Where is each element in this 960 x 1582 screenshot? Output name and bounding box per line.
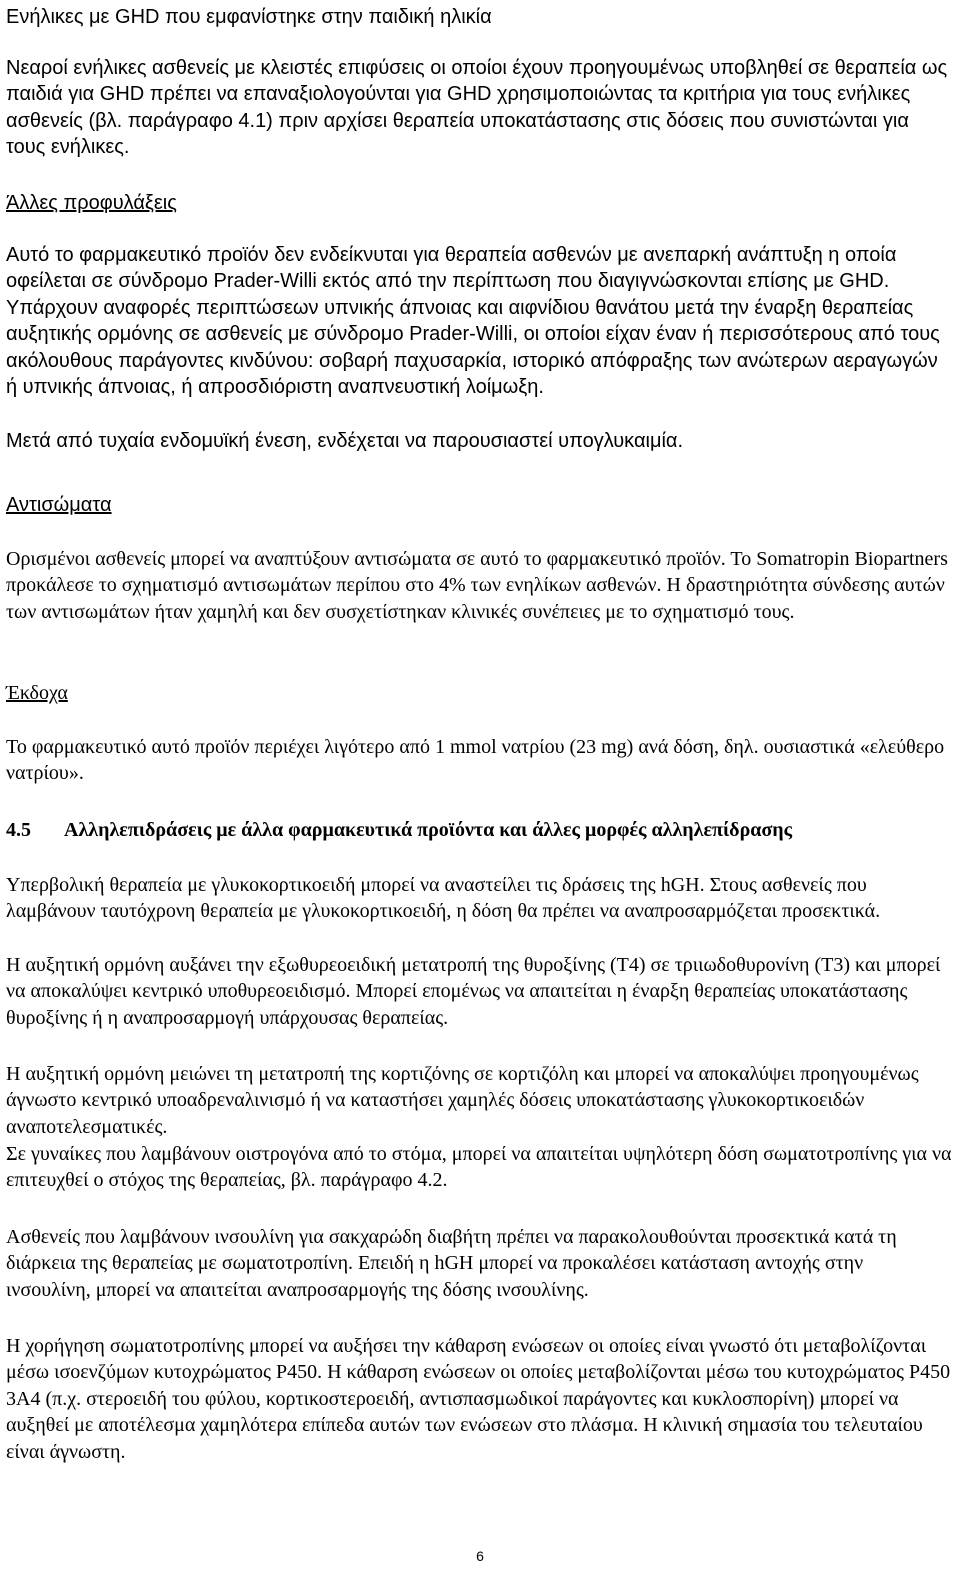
interactions-paragraph-4: Σε γυναίκες που λαμβάνουν οιστρογόνα από το στόμα, μπορεί να απαιτείται υψηλότερη δόση σωματοτροπίνης για να επιτευχθεί ο στόχος της θεραπείας, βλ. παράγραφο 4.2.	[6, 1143, 952, 1192]
interactions-paragraph-2: Η αυξητική ορμόνη αυξάνει την εξωθυρεοειδική μετατροπή της θυροξίνης (T4) σε τριιωδοθυρονίνη (T3) και μπορεί να αποκαλύψει κεντρικό υποθυρεοειδισμό. Μπορεί επομένως να απαιτείται η έναρξη θεραπείας υποκατάστασης θυροξίνης ή η αναπροσαρμογή υπάρχουσας θεραπείας.	[6, 954, 941, 1029]
antibodies-heading	[6, 492, 952, 518]
hypoglycaemia-paragraph: Μετά από τυχαία ενδομυϊκή ένεση, ενδέχεται να παρουσιαστεί υπογλυκαιμία.	[6, 430, 684, 452]
excipients-paragraph: Το φαρμακευτικό αυτό προϊόν περιέχει λιγότερο από 1 mmol νατρίου (23 mg) ανά δόση, δηλ. ουσιαστικά «ελεύθερο νατρίου».	[6, 736, 945, 785]
excipients-heading-text: Έκδοχα	[6, 682, 68, 704]
interactions-paragraph-3: Η αυξητική ορμόνη μειώνει τη μετατροπή της κορτιζόνης σε κορτιζόλη και μπορεί να αποκαλύψει προηγουμένως άγνωστο κεντρικό υποαδρεναλινισμό ή να καταστήσει χαμηλές δόσεις υποκατάστασης γλυκοκορτικοειδών αναποτελεσματικές.	[6, 1063, 919, 1138]
intro-title: Ενήλικες με GHD που εμφανίστηκε στην παιδική ηλικία	[6, 6, 492, 28]
section-title: Αλληλεπιδράσεις με άλλα φαρμακευτικά προϊόντα και άλλες μορφές αλληλεπίδρασης	[64, 819, 793, 841]
excipients-heading	[6, 680, 952, 706]
precautions-heading	[6, 190, 952, 216]
section-heading	[6, 817, 952, 843]
interactions-paragraph-1: Υπερβολική θεραπεία με γλυκοκορτικοειδή μπορεί να αναστείλει τις δράσεις της hGH. Στους ασθενείς που λαμβάνουν ταυτόχρονη θεραπεία με γλυκοκορτικοειδή, η δόση θα πρέπει να αναπροσαρμόζεται προσεκτικά.	[6, 874, 881, 923]
intro-paragraph: Νεαροί ενήλικες ασθενείς με κλειστές επιφύσεις οι οποίοι έχουν προηγουμένως υποβληθεί σε θεραπεία ως παιδιά για GHD πρέπει να επαναξιολογούνται για GHD χρησιμοποιώντας τα κριτήρια για τους ενήλικες ασθενείς (βλ. παράγραφο 4.1) πριν αρχίσει θεραπεία υποκατάστασης στις δόσεις που συνιστώνται για τους ενήλικες.	[6, 57, 948, 159]
section-number: 4.5	[6, 819, 31, 841]
page-number: 6	[476, 1548, 484, 1564]
interactions-paragraph-5: Ασθενείς που λαμβάνουν ινσουλίνη για σακχαρώδη διαβήτη πρέπει να παρακολουθούνται προσεκτικά κατά τη διάρκεια της θεραπείας με σωματοτροπίνη. Επειδή η hGH μπορεί να προκαλέσει κατάσταση αντοχής στην ινσουλίνη, μπορεί να απαιτείται αναπροσαρμογής της δόσης ινσουλίνης.	[6, 1226, 897, 1301]
precautions-paragraph: Αυτό το φαρμακευτικό προϊόν δεν ενδείκνυται για θεραπεία ασθενών με ανεπαρκή ανάπτυξη η οποία οφείλεται σε σύνδρομο Prader-Willi εκτός από την περίπτωση που διαγιγνώσκονται επίσης με GHD. Υπάρχουν αναφορές περιπτώσεων υπνικής άπνοιας και αιφνίδιου θανάτου μετά την έναρξη θεραπείας αυξητικής ορμόνης σε ασθενείς με σύνδρομο Prader-Willi, οι οποίοι είχαν έναν ή περισσότερους από τους ακόλουθους παράγοντες κινδύνου: σοβαρή παχυσαρκία, ιστορικό απόφραξης των ανώτερων αεραγωγών ή υπνικής άπνοιας, ή απροσδιόριστη αναπνευστική λοίμωξη.	[6, 244, 940, 399]
antibodies-heading-text: Αντισώματα	[6, 494, 112, 516]
interactions-paragraph-6: Η χορήγηση σωματοτροπίνης μπορεί να αυξήσει την κάθαρση ενώσεων οι οποίες είναι γνωστό ότι μεταβολίζονται μέσω ισοενζύμων κυτοχρώματος P450. Η κάθαρση ενώσεων οι οποίες μεταβολίζονται μέσω του κυτοχρώματος P450 3A4 (π.χ. στεροειδή του φύλου, κορτικοστεροειδή, αντισπασμωδικοί παράγοντες και κυκλοσπορίνη) μπορεί να αυξηθεί με αποτέλεσμα χαμηλότερα επίπεδα αυτών των ενώσεων στο πλάσμα. Η κλινική σημασία του τελευταίου είναι άγνωστη.	[6, 1335, 951, 1463]
antibodies-paragraph: Ορισμένοι ασθενείς μπορεί να αναπτύξουν αντισώματα σε αυτό το φαρμακευτικό προϊόν. Το Somatropin Biopartners προκάλεσε το σχηματισμό αντισωμάτων περίπου στο 4% των ενηλίκων ασθενών. Η δραστηριότητα σύνδεσης αυτών των αντισωμάτων ήταν χαμηλή και δεν συσχετίστηκαν κλινικές συνέπειες με το σχηματισμό τους.	[6, 548, 948, 623]
precautions-heading-text: Άλλες προφυλάξεις	[6, 192, 177, 214]
